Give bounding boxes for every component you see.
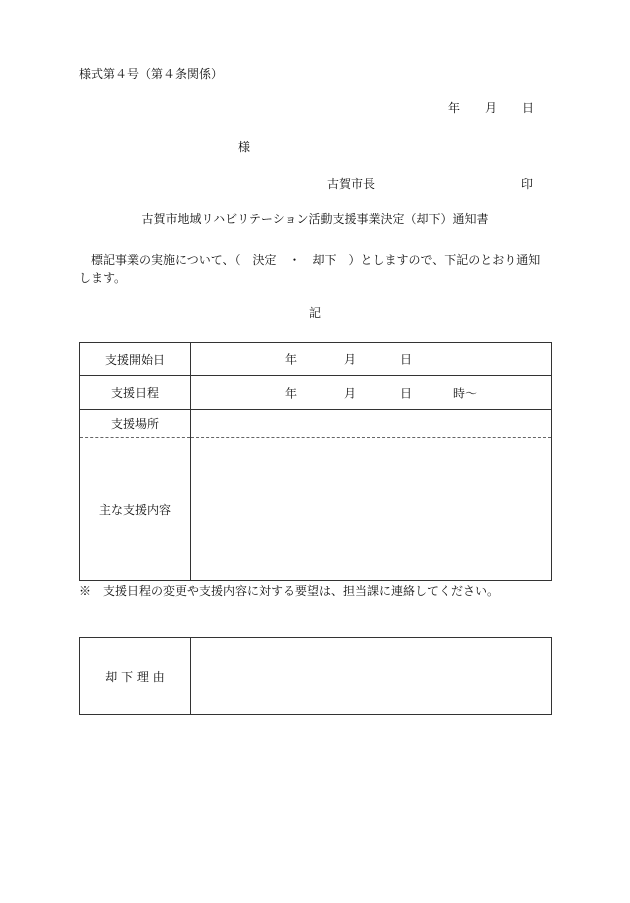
schedule-time-label: 時～ [453, 386, 478, 400]
rejection-reason-label: 却 下 理 由 [80, 638, 191, 715]
body-text: 標記事業の実施について、（ 決定 ・ 却下 ）としますので、下記のとおり通知します。 [79, 253, 541, 285]
schedule-month-label: 月 [344, 386, 357, 400]
schedule-day-label: 日 [400, 386, 413, 400]
start-date-field[interactable] [191, 343, 552, 376]
schedule-field[interactable] [191, 376, 552, 410]
start-date-label: 支援開始日 [80, 343, 191, 376]
table-row [80, 438, 552, 581]
content-field[interactable] [191, 438, 552, 581]
location-field[interactable] [191, 410, 552, 438]
support-details-table [79, 342, 552, 581]
form-number: 様式第４号（第４条関係） [79, 67, 224, 81]
schedule-year-label: 年 [285, 386, 298, 400]
ki-heading: 記 [308, 306, 321, 320]
start-year-label: 年 [285, 352, 298, 367]
table-row [80, 638, 552, 715]
date-month-label: 月 [485, 101, 498, 115]
table-row [80, 343, 552, 376]
seal-mark: 印 [521, 177, 534, 191]
start-month-label: 月 [344, 352, 357, 367]
rejection-table [79, 637, 552, 715]
addressee-honorific: 様 [238, 140, 251, 154]
content-label: 主な支援内容 [80, 438, 191, 581]
table-row [80, 410, 552, 438]
date-day-label: 日 [522, 101, 535, 115]
issuer-title: 古賀市長 [327, 177, 376, 191]
schedule-label: 支援日程 [80, 376, 191, 410]
rejection-reason-field[interactable] [191, 638, 552, 715]
start-day-label: 日 [400, 352, 413, 367]
date-year-label: 年 [448, 101, 461, 115]
document-title: 古賀市地域リハビリテーション活動支援事業決定（却下）通知書 [141, 212, 489, 226]
location-label: 支援場所 [80, 410, 191, 438]
note-text: ※ 支援日程の変更や支援内容に対する要望は、担当課に連絡してください。 [79, 584, 500, 598]
table-row [80, 376, 552, 410]
